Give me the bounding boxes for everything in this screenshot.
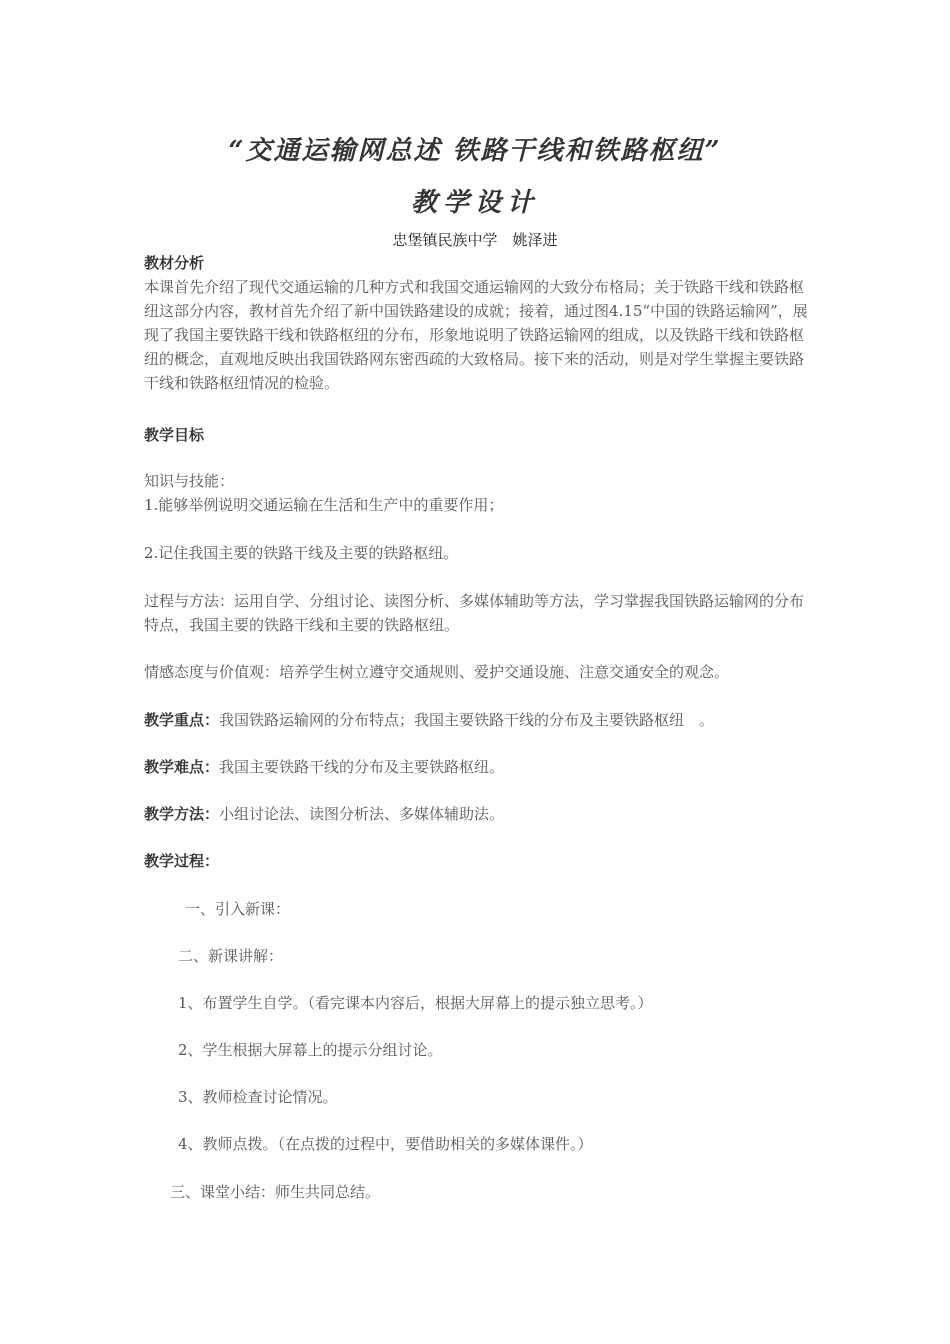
step-summary: 三、课堂小结：师生共同总结。 — [170, 1183, 381, 1201]
difficulty-label: 教学难点： — [144, 758, 220, 776]
emotion-paragraph: 情感态度与价值观：培养学生树立遵守交通规则、爱护交通设施、注意交通安全的观念。 — [144, 663, 730, 681]
author-line: 忠堡镇民族中学 姚泽进 — [392, 231, 558, 249]
substep-3: 3、教师检查讨论情况。 — [178, 1088, 338, 1106]
substep-4: 4、教师点拨。（在点拨的过程中，要借助相关的多媒体课件。） — [178, 1135, 593, 1153]
step-new-lesson: 二、新课讲解： — [178, 947, 284, 965]
procedure-label: 教学过程： — [144, 852, 220, 870]
document-subtitle: 教学设计 — [410, 188, 539, 218]
key-point-text: 我国铁路运输网的分布特点；我国主要铁路干线的分布及主要铁路枢纽 。 — [219, 711, 715, 729]
step-intro: 一、引入新课： — [185, 900, 291, 918]
document-title: “交通运输网总述 铁路干线和铁路枢纽” — [228, 136, 722, 166]
method-text: 小组讨论法、读图分析法、多媒体辅助法。 — [219, 805, 505, 823]
method-label: 教学方法： — [144, 805, 220, 823]
difficulty-text: 我国主要铁路干线的分布及主要铁路枢纽。 — [219, 758, 505, 776]
material-heading: 教材分析 — [144, 254, 205, 272]
goals-heading: 教学目标 — [144, 426, 205, 444]
goal-item-2: 2.记住我国主要的铁路干线及主要的铁路枢纽。 — [144, 544, 459, 562]
difficulty-line — [144, 757, 504, 777]
material-paragraph: 本课首先介绍了现代交通运输的几种方式和我国交通运输网的大致分布格局；关于铁路干线和铁路枢纽这部分内容，教材首先介绍了新中国铁路建设的成就；接着，通过图4.15“中国的铁路运输网”，展现了我国主要铁路干线和铁路枢纽的分布，形象地说明了铁路运输网的组成，以及铁路干线和铁路枢纽的概念，直观地反映出我国铁路网东密西疏的大致格局。接下来的活动，则是对学生掌握主要铁路干线和铁路枢纽情况的检验。 — [144, 278, 808, 392]
key-point-label: 教学重点： — [144, 711, 220, 729]
key-point-line — [144, 710, 714, 730]
substep-2: 2、学生根据大屏幕上的提示分组讨论。 — [178, 1041, 443, 1059]
goal-item-1: 1.能够举例说明交通运输在生活和生产中的重要作用； — [144, 496, 504, 514]
knowledge-label: 知识与技能： — [144, 472, 235, 490]
substep-1: 1、布置学生自学。（看完课本内容后，根据大屏幕上的提示独立思考。） — [178, 994, 653, 1012]
method-line — [144, 804, 504, 824]
process-method-paragraph: 过程与方法：运用自学、分组讨论、读图分析、多媒体辅助等方法，学习掌握我国铁路运输网的分布特点，我国主要的铁路干线和主要的铁路枢纽。 — [144, 592, 805, 634]
